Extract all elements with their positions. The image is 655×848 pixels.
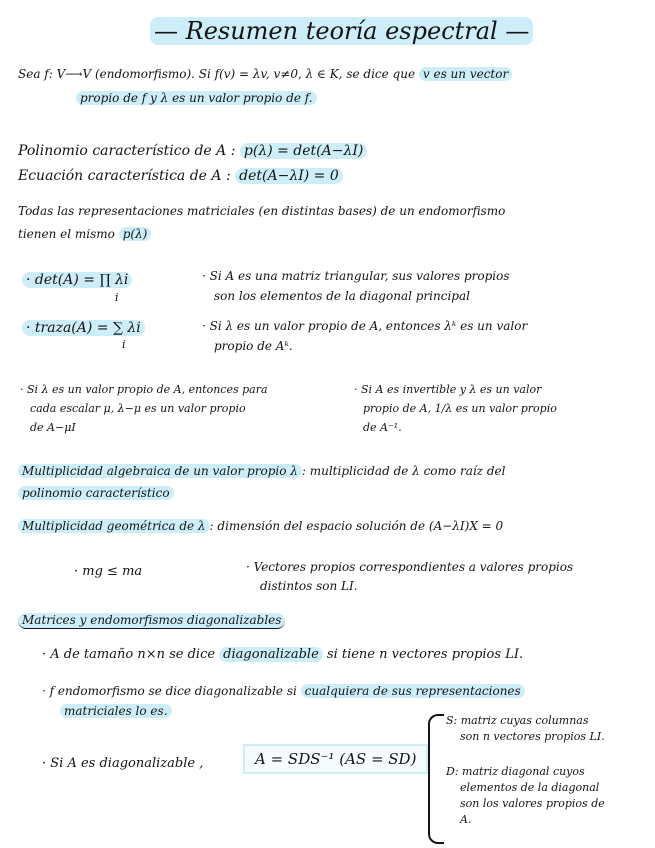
triangular-text-1: · Si A es una matriz triangular, sus valores propios [202, 269, 510, 283]
d-def-text-3: son los valores propios de [460, 797, 605, 810]
potencia-text-2: propio de Aᵏ. [214, 339, 293, 353]
vectores-line-1 [246, 561, 573, 575]
diag-item-1 [42, 648, 523, 663]
invertible-line-2 [363, 403, 557, 416]
polinomio-label: Polinomio característico de A : [18, 143, 236, 159]
det-formula: · det(A) = ∏ λi [22, 272, 132, 288]
polinomio-line [18, 143, 367, 159]
diag-item-2-text: · f endomorfismo se dice diagonalizable si [42, 684, 301, 698]
vectores-text-1: · Vectores propios correspondientes a valores propios [246, 560, 574, 574]
diag-item-2-highlight-2: matriciales lo es. [60, 704, 172, 718]
diag-heading-text: Matrices y endomorfismos diagonalizables [18, 613, 285, 629]
traza-formula: · traza(A) = ∑ λi [22, 320, 145, 336]
s-def-line-2 [460, 731, 605, 744]
mg-text: : dimensión del espacio solución de (A−λI)X = 0 [209, 519, 504, 533]
representaciones-highlight: p(λ) [119, 227, 152, 241]
escalar-line-1 [20, 384, 268, 397]
det-subscript-text: i [115, 291, 119, 304]
ma-text: : multiplicidad de λ como raíz del [301, 464, 506, 478]
ecuacion-line [18, 168, 343, 184]
d-def-line-4 [460, 814, 471, 827]
diag-item-1-text: · A de tamaño n×n se dice [42, 647, 220, 662]
diag-item-3-text: · Si A es diagonalizable , [42, 756, 204, 771]
brace [428, 714, 444, 844]
diag-heading [18, 614, 285, 628]
triangular-text-2: son los elementos de la diagonal principal [214, 289, 470, 303]
d-def-line-1 [446, 766, 585, 779]
traza-subscript-text: i [122, 338, 126, 351]
mg-highlight: Multiplicidad geométrica de λ [18, 519, 210, 533]
s-def-text-2: son n vectores propios LI. [460, 730, 605, 743]
s-def-text-1: S: matriz cuyas columnas [446, 714, 589, 727]
potencia-line-2 [214, 340, 293, 354]
diag-item-1-highlight: diagonalizable [219, 647, 323, 662]
title-text: — Resumen teoría espectral — [150, 17, 533, 45]
d-def-text-4: A. [460, 813, 472, 826]
representaciones-line-2 [18, 228, 151, 242]
traza-property [22, 320, 145, 336]
invertible-text-2: propio de A, 1/λ es un valor propio [363, 402, 557, 415]
d-def-line-2 [460, 782, 599, 795]
definition-text: Sea f: V⟶V (endomorfismo). Si f(v) = λv, v≠0, λ ∈ K, se dice que [18, 67, 419, 81]
diag-item-2 [42, 685, 525, 699]
escalar-text-2: cada escalar μ, λ−μ es un valor propio [30, 402, 246, 415]
invertible-line-3 [363, 422, 402, 435]
diag-item-3 [42, 757, 203, 772]
representaciones-line-1 [18, 205, 505, 219]
invertible-line-1 [354, 384, 541, 397]
triangular-line-2 [214, 290, 470, 304]
d-def-text-2: elementos de la diagonal [460, 781, 600, 794]
polinomio-formula: p(λ) = det(A−λI) [240, 143, 367, 159]
potencia-line-1 [202, 320, 527, 334]
ecuacion-label: Ecuación característica de A : [18, 168, 231, 184]
potencia-text-1: · Si λ es un valor propio de A, entonces λᵏ es un valor [202, 319, 528, 333]
definition-highlight-1: v es un vector [419, 67, 512, 81]
diag-item-2-line-2 [60, 705, 172, 719]
d-def-text-1: D: matriz diagonal cuyos [446, 765, 585, 778]
ma-line-2 [18, 487, 174, 501]
mg-ineq-text: · mg ≤ ma [74, 564, 143, 579]
diag-formula: A = SDS⁻¹ (AS = SD) [255, 750, 417, 768]
det-property [22, 272, 132, 288]
definition-line-2 [76, 92, 317, 106]
det-subscript [115, 292, 119, 305]
ma-highlight: Multiplicidad algebraica de un valor propio λ [18, 464, 302, 478]
s-def-line-1 [446, 715, 588, 728]
mg-line [18, 520, 503, 534]
definition-highlight-2: propio de f y λ es un valor propio de f. [76, 91, 317, 105]
page-title [150, 18, 533, 46]
traza-subscript [122, 339, 126, 352]
vectores-text-2: distintos son LI. [260, 579, 358, 593]
diag-formula-box [243, 744, 428, 774]
ma-line-1 [18, 465, 505, 479]
invertible-text-3: de A⁻¹. [363, 421, 402, 434]
ma-highlight-2: polinomio característico [18, 486, 174, 500]
representaciones-text-1: Todas las representaciones matriciales (en distintas bases) de un endomorfismo [18, 204, 506, 218]
d-def-line-3 [460, 798, 605, 811]
invertible-text-1: · Si A es invertible y λ es un valor [354, 383, 542, 396]
escalar-text-1: · Si λ es un valor propio de A, entonces para [20, 383, 268, 396]
ecuacion-formula: det(A−λI) = 0 [235, 168, 343, 184]
diag-item-2-highlight: cualquiera de sus representaciones [301, 684, 525, 698]
escalar-line-3 [30, 422, 76, 435]
representaciones-text-2: tienen el mismo [18, 227, 119, 241]
vectores-line-2 [260, 580, 358, 594]
escalar-line-2 [30, 403, 246, 416]
definition-line-1 [18, 68, 512, 82]
escalar-text-3: de A−μI [30, 421, 76, 434]
triangular-line-1 [202, 270, 510, 284]
diag-item-1-post: si tiene n vectores propios LI. [322, 647, 524, 662]
mg-ineq [74, 565, 142, 580]
